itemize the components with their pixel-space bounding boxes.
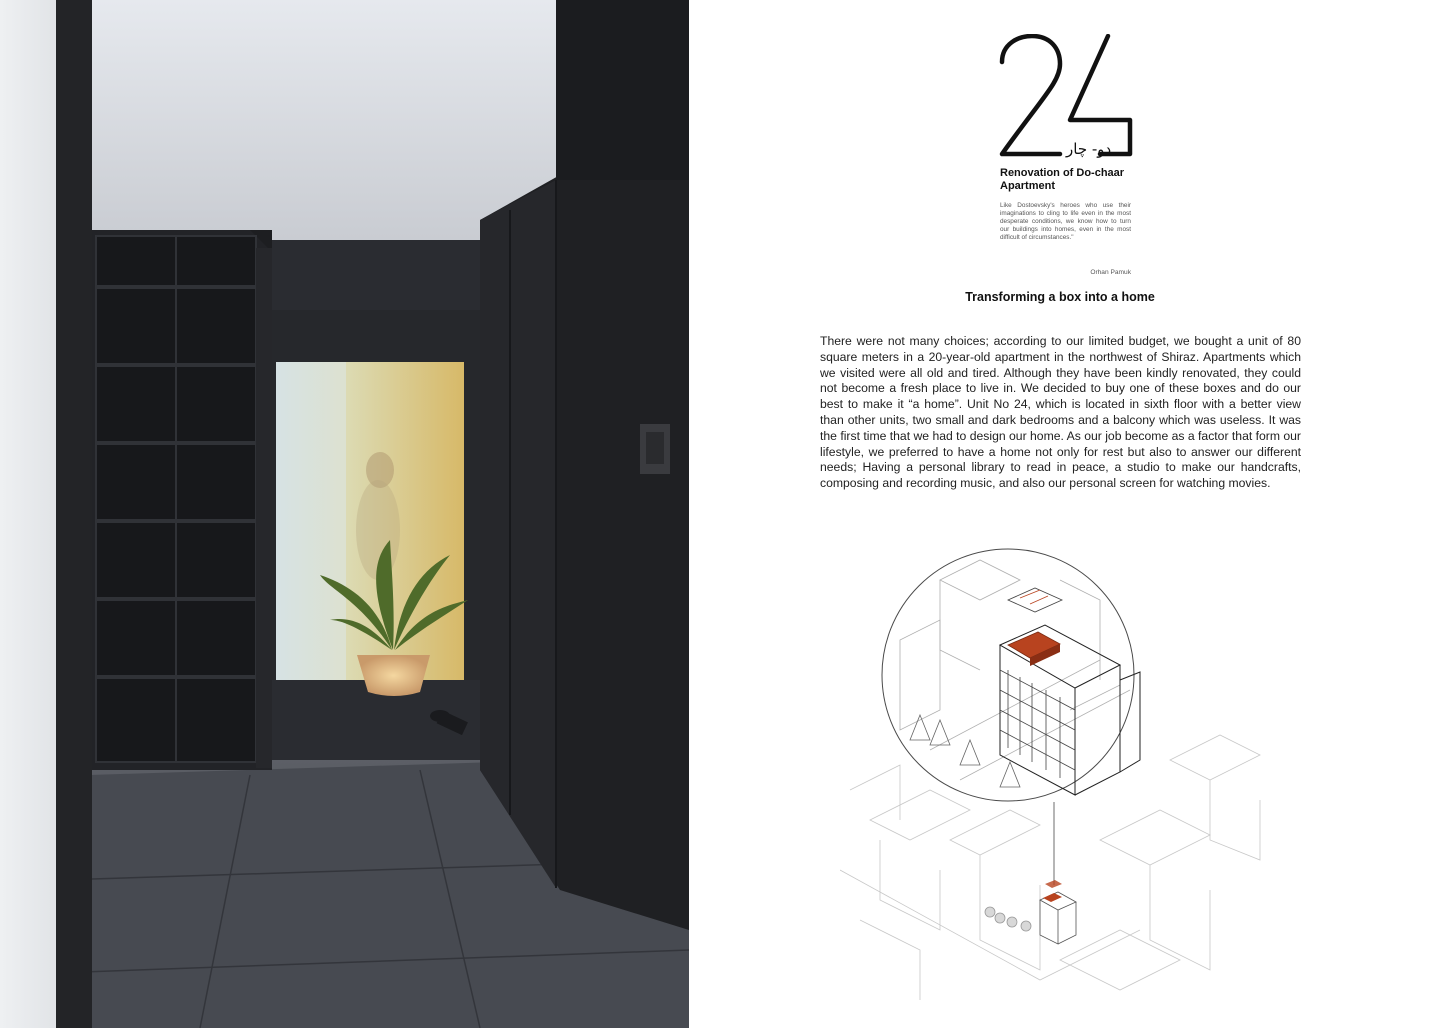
body-paragraph: There were not many choices; according to our limited budget, we bought a unit of 80 square meters in a 20-year-old apartment in the northwest of Shiraz. Apartments which we visited were all old and tired. Although they have been kindly renovated, they could not become a fresh place to live in. We decided to buy one of these boxes and do our best to make it “a home”. Unit No 24, which is located in sixth floor with a better view than other units, two small and dark bedrooms and a balcony which was useless. It was the first time that we had to design our home. As our job become as a factor that form our lifestyle, we preferred to have a home not only for rest but also to answer our different needs; Having a personal library to read in peace, a studio to make our handcrafts, composing and recording music, and also our personal screen for watching movies. bbox=[820, 334, 1301, 491]
axonometric-site-drawing bbox=[840, 540, 1280, 1010]
epigraph-quote: Like Dostoevsky's heroes who use their imaginations to cling to life even in the most desperate conditions, we know how to turn our buildings into homes, even in the most difficult of circumstances." bbox=[1000, 202, 1131, 241]
project-subtitle: Renovation of Do-chaar Apartment bbox=[1000, 167, 1125, 192]
interior-photo bbox=[0, 0, 689, 1028]
epigraph-author: Orhan Pamuk bbox=[1090, 269, 1131, 276]
logo-farsi-text: دو- چار bbox=[1066, 140, 1112, 158]
section-heading: Transforming a box into a home bbox=[965, 290, 1155, 304]
